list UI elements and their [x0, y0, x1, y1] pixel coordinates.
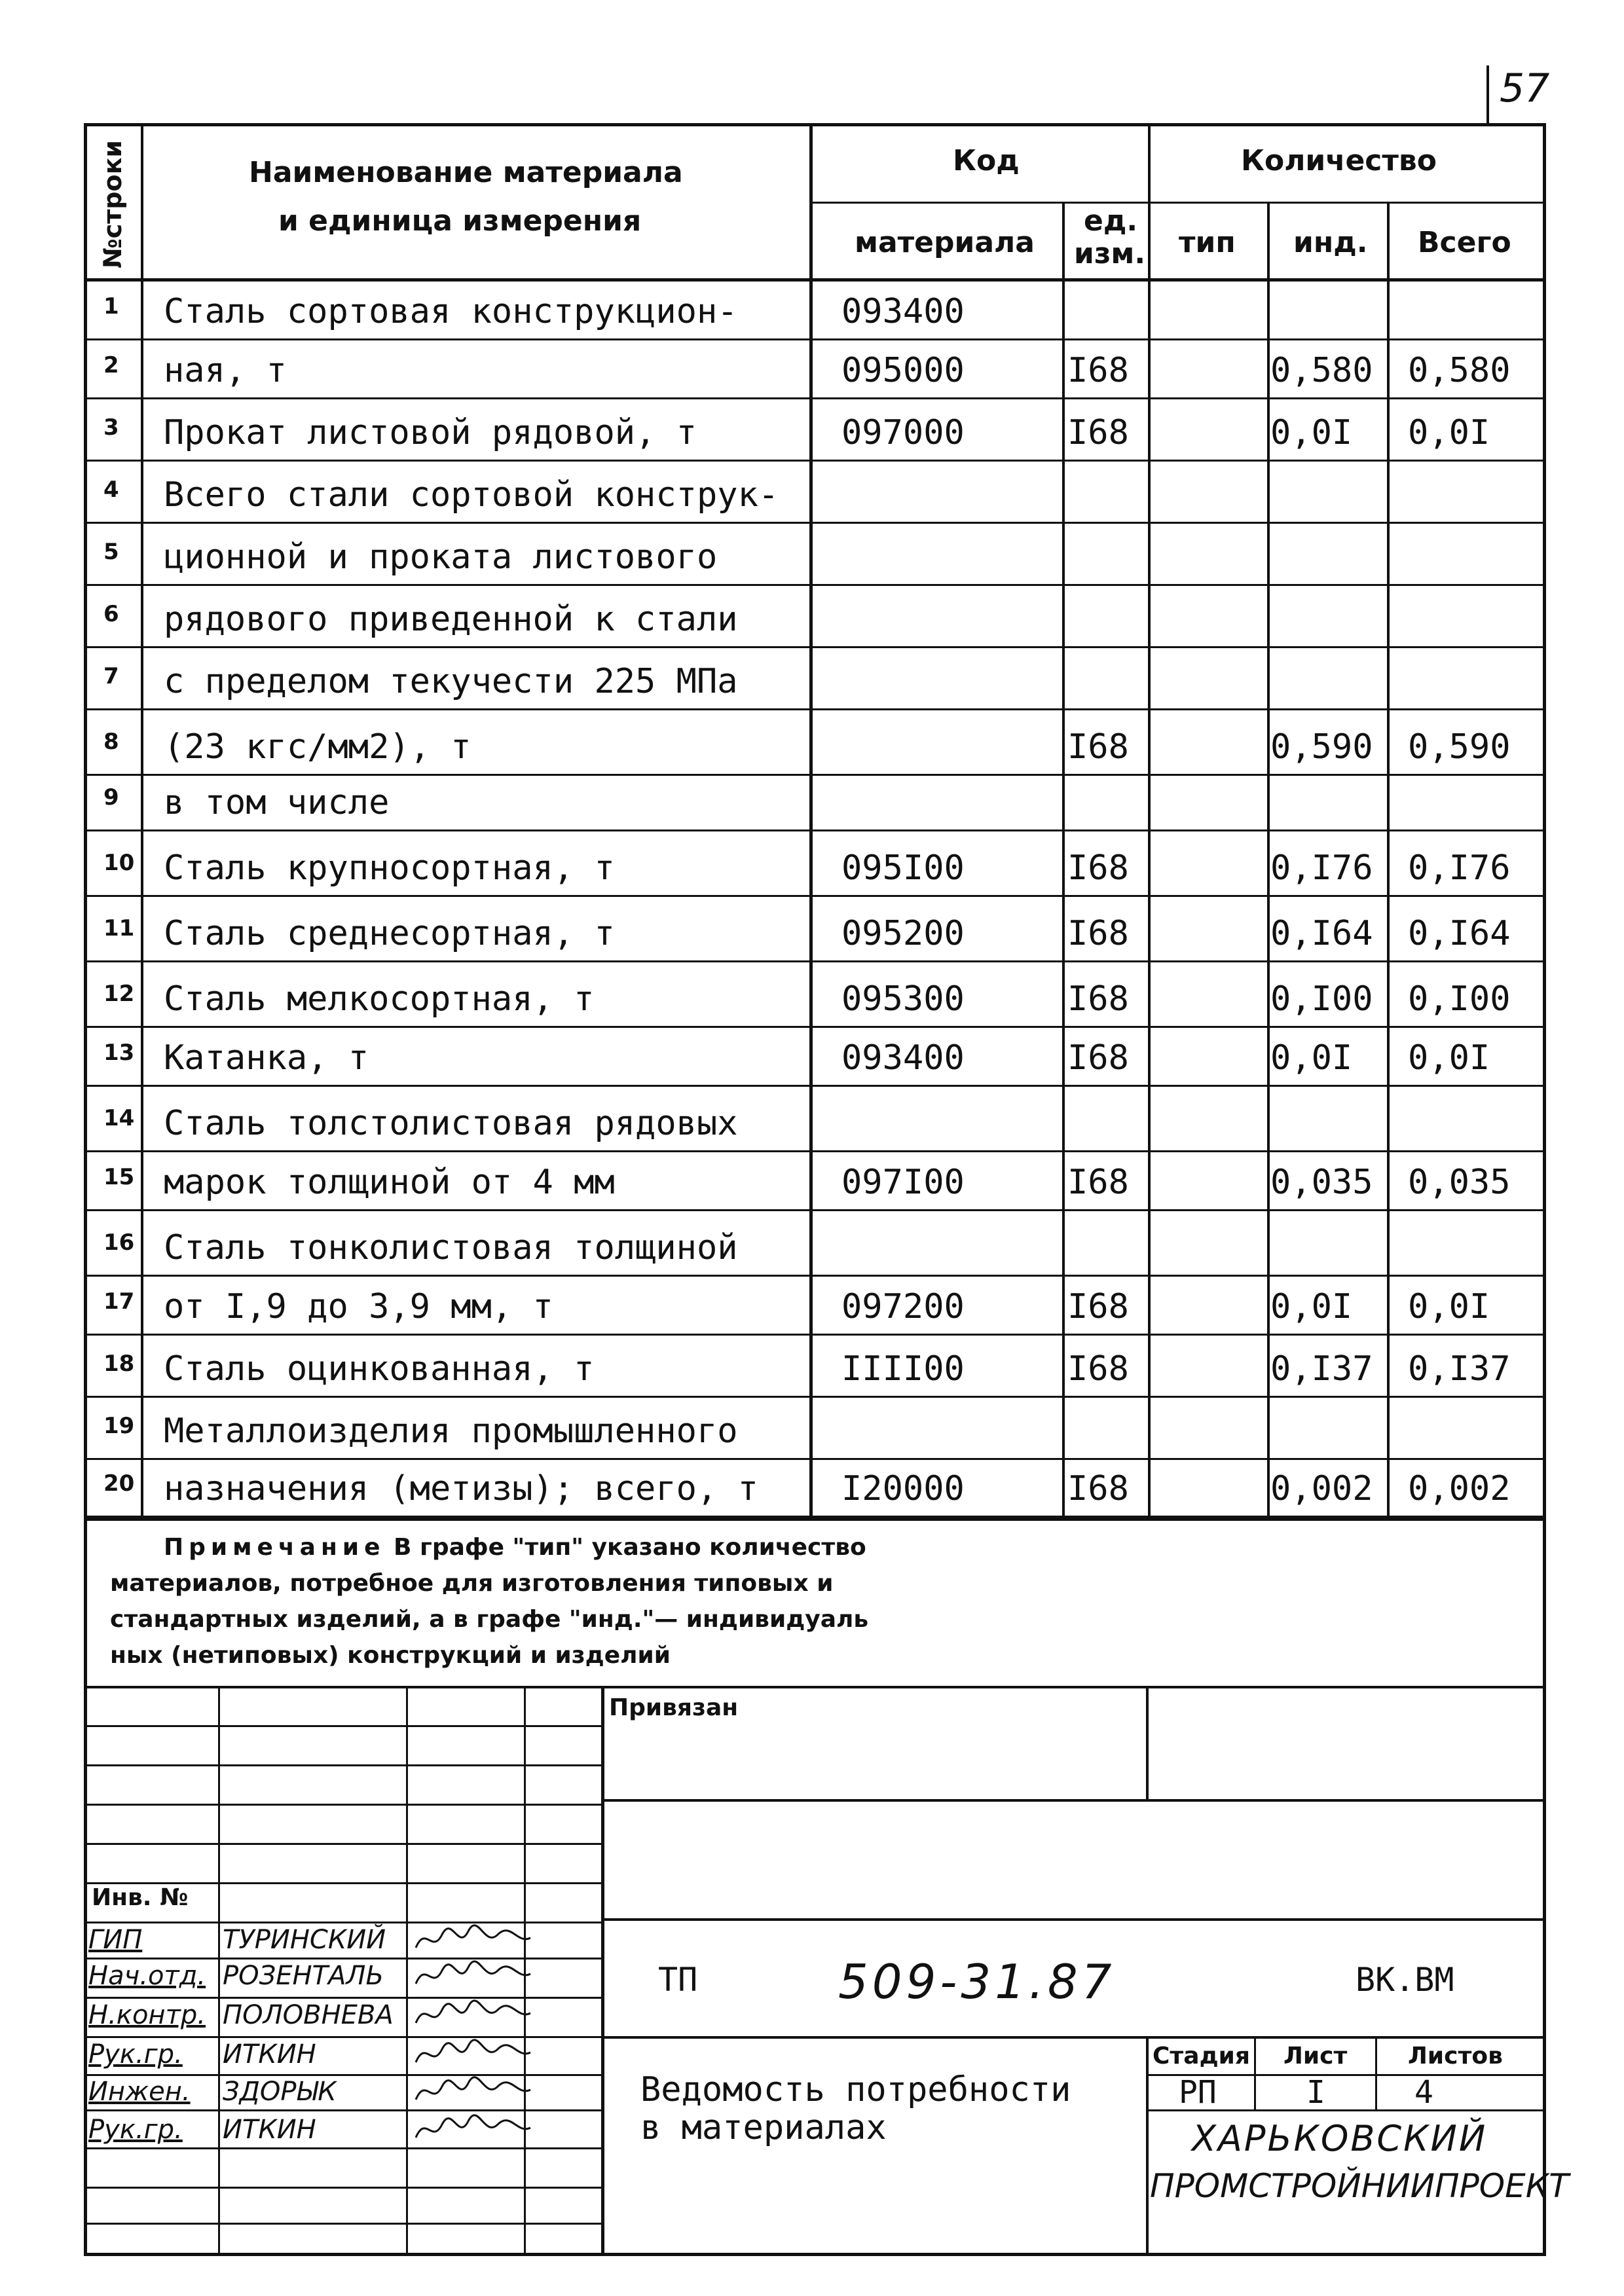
- unit-code: I68: [1067, 1469, 1129, 1508]
- table-row-line: [84, 1275, 1545, 1277]
- col-line-rowno: [141, 123, 143, 1520]
- row-number: 11: [103, 915, 135, 941]
- material-name: от I,9 до 3,9 мм, т: [164, 1287, 553, 1326]
- signature-scribble: [413, 1997, 537, 2033]
- qty-total: 0,035: [1408, 1163, 1511, 1202]
- unit-code: I68: [1067, 1163, 1129, 1202]
- row-number: 18: [103, 1351, 135, 1377]
- project-code: 509-31.87: [838, 1954, 1116, 2009]
- staff-role: Н.контр.: [88, 2000, 206, 2030]
- frame-right: [1543, 123, 1546, 2256]
- table-row-line: [84, 1026, 1545, 1028]
- qty-ind: 0,590: [1270, 727, 1373, 767]
- table-bottom-line: [84, 1518, 1545, 1521]
- staff-name: ИТКИН: [223, 2039, 316, 2069]
- signature-scribble: [413, 2111, 537, 2147]
- unit-code: I68: [1067, 413, 1129, 452]
- material-code: 097I00: [841, 1163, 965, 1202]
- frame-left: [84, 123, 87, 2256]
- qty-ind: 0,I00: [1270, 979, 1373, 1019]
- header-row-no: №строки: [98, 140, 127, 268]
- material-name: Сталь крупносортная, т: [164, 848, 615, 888]
- row-number: 1: [103, 293, 119, 319]
- material-name: назначения (метизы); всего, т: [164, 1469, 758, 1508]
- qty-ind: 0,I76: [1270, 848, 1373, 888]
- material-name: ная, т: [164, 351, 287, 390]
- qty-total: 0,0I: [1408, 413, 1490, 452]
- qty-total: 0,I37: [1408, 1349, 1511, 1389]
- tb-title-top: [602, 2036, 1543, 2039]
- tb-org-split: [1146, 2036, 1149, 2255]
- signature-scribble: [413, 1922, 537, 1958]
- table-row-line: [84, 708, 1545, 710]
- qty-total: 0,0I: [1408, 1038, 1490, 1078]
- material-name: Сталь мелкосортная, т: [164, 979, 595, 1019]
- header-material: материала: [855, 226, 1035, 259]
- row-number: 7: [103, 663, 119, 689]
- qty-ind: 0,035: [1270, 1163, 1373, 1202]
- unit-code: I68: [1067, 351, 1129, 390]
- staff-name: ЗДОРЫК: [223, 2077, 337, 2107]
- qty-ind: 0,I37: [1270, 1349, 1373, 1389]
- qty-total: 0,I00: [1408, 979, 1511, 1019]
- qty-ind: 0,0I: [1270, 1287, 1353, 1326]
- doc-title-line2: в материалах: [640, 2108, 887, 2147]
- table-row-line: [84, 584, 1545, 586]
- header-ind: инд.: [1293, 226, 1368, 259]
- table-row-line: [84, 1396, 1545, 1398]
- row-number: 16: [103, 1230, 135, 1256]
- sig-col1: [218, 1686, 220, 2255]
- doc-title-line1: Ведомость потребности: [640, 2070, 1071, 2109]
- qty-total: 0,590: [1408, 727, 1511, 767]
- unit-code: I68: [1067, 1287, 1129, 1326]
- material-name: в том числе: [164, 783, 390, 822]
- signature-scribble: [413, 2036, 537, 2072]
- unit-code: I68: [1067, 848, 1129, 888]
- material-name: Всего стали сортовой конструк-: [164, 475, 779, 515]
- row-number: 19: [103, 1413, 135, 1439]
- staff-role: Нач.отд.: [88, 1961, 206, 1991]
- staff-role: Рук.гр.: [88, 2039, 183, 2069]
- staff-role: Рук.гр.: [88, 2115, 183, 2145]
- signature-scribble: [413, 2073, 537, 2109]
- row-number: 14: [103, 1105, 135, 1131]
- material-name: Сталь толстолистовая рядовых: [164, 1104, 738, 1143]
- stage-label: Стадия: [1153, 2043, 1250, 2069]
- table-row-line: [84, 460, 1545, 462]
- material-code: IIII00: [841, 1349, 965, 1389]
- sheet-label: Лист: [1283, 2043, 1348, 2069]
- row-number: 12: [103, 981, 135, 1007]
- note-text: В графе "тип" указано количество: [394, 1534, 866, 1561]
- qty-ind: 0,0I: [1270, 413, 1353, 452]
- qty-total: 0,580: [1408, 351, 1511, 390]
- table-row-line: [84, 397, 1545, 399]
- material-name: ционной и проката листового: [164, 538, 718, 577]
- staff-name: ИТКИН: [223, 2115, 316, 2145]
- header-unit-line2: изм.: [1074, 237, 1146, 270]
- material-name: Сталь среднесортная, т: [164, 914, 615, 953]
- tp-label: ТП: [658, 1961, 698, 1999]
- qty-total: 0,I76: [1408, 848, 1511, 888]
- row-number: 9: [103, 784, 119, 811]
- table-row-line: [84, 1150, 1545, 1152]
- unit-code: I68: [1067, 727, 1129, 767]
- table-row-line: [84, 895, 1545, 897]
- tb-privyazan-bottom: [602, 1799, 1543, 1802]
- note-line1: [164, 1534, 866, 1561]
- org-line2: ПРОМСТРОЙНИИПРОЕКТ: [1150, 2167, 1569, 2205]
- header-code: Код: [953, 144, 1020, 177]
- material-name: Металлоизделия промышленного: [164, 1412, 738, 1451]
- privyazan-label: Привязан: [609, 1694, 739, 1721]
- material-name: Сталь оцинкованная, т: [164, 1349, 595, 1389]
- unit-code: I68: [1067, 914, 1129, 953]
- material-code: 093400: [841, 1038, 965, 1078]
- staff-name: ТУРИНСКИЙ: [223, 1925, 386, 1955]
- col-line-unit: [1062, 202, 1065, 1520]
- material-name: марок толщиной от 4 мм: [164, 1163, 615, 1202]
- stage-value: РП: [1179, 2074, 1217, 2111]
- row-number: 6: [103, 601, 119, 627]
- frame-bottom: [84, 2253, 1545, 2256]
- material-code: 095300: [841, 979, 965, 1019]
- tb-main-top: [602, 1918, 1543, 1921]
- row-number: 17: [103, 1288, 135, 1315]
- col-line-typ: [1267, 202, 1270, 1520]
- row-number: 4: [103, 477, 119, 503]
- header-quantity: Количество: [1241, 144, 1437, 177]
- frame-top: [84, 123, 1545, 126]
- material-name: с пределом текучести 225 МПа: [164, 662, 738, 701]
- material-code: 093400: [841, 292, 965, 331]
- col-line-code: [809, 123, 813, 1520]
- staff-role: ГИП: [88, 1925, 143, 1955]
- row-number: 15: [103, 1164, 135, 1190]
- table-row-line: [84, 646, 1545, 648]
- material-code: I20000: [841, 1469, 965, 1508]
- unit-code: I68: [1067, 979, 1129, 1019]
- staff-name: РОЗЕНТАЛЬ: [223, 1961, 384, 1991]
- header-total: Всего: [1418, 226, 1511, 259]
- qty-ind: 0,I64: [1270, 914, 1373, 953]
- row-number: 20: [103, 1470, 135, 1497]
- note-line2: материалов, потребное для изготовления типовых и: [110, 1570, 834, 1597]
- tb-stage-col2: [1375, 2036, 1377, 2111]
- table-row-line: [84, 1334, 1545, 1336]
- row-number: 8: [103, 729, 119, 755]
- qty-total: 0,I64: [1408, 914, 1511, 953]
- header-name-line2: и единица измерения: [278, 204, 642, 238]
- table-row-line: [84, 829, 1545, 831]
- table-row-line: [84, 1209, 1545, 1211]
- staff-role: Инжен.: [88, 2077, 191, 2107]
- material-code: 095200: [841, 914, 965, 953]
- col-line-ind: [1387, 202, 1390, 1520]
- qty-ind: 0,0I: [1270, 1038, 1353, 1078]
- material-code: 097200: [841, 1287, 965, 1326]
- sig-col3: [524, 1686, 526, 2255]
- material-name: (23 кгс/мм2), т: [164, 727, 471, 767]
- note-line4: ных (нетиповых) конструкций и изделий: [110, 1642, 671, 1669]
- tb-privyazan-split: [1146, 1686, 1149, 1800]
- sheet-value: I: [1306, 2074, 1325, 2111]
- material-name: Катанка, т: [164, 1038, 369, 1078]
- table-row-line: [84, 774, 1545, 776]
- tb-stage-col1: [1254, 2036, 1256, 2111]
- sheet-number-separator: [1486, 65, 1489, 124]
- note-line3: стандартных изделий, а в графе "инд."— индивидуаль: [110, 1606, 869, 1633]
- header-name-line1: Наименование материала: [249, 156, 683, 189]
- material-name: Прокат листовой рядовой, т: [164, 413, 697, 452]
- table-row-line: [84, 960, 1545, 962]
- qty-total: 0,0I: [1408, 1287, 1490, 1326]
- row-number: 5: [103, 539, 119, 565]
- table-row-line: [84, 338, 1545, 340]
- header-typ: тип: [1179, 226, 1236, 259]
- header-line-subcols: [809, 202, 1543, 204]
- row-number: 2: [103, 352, 119, 378]
- table-row-line: [84, 522, 1545, 524]
- row-number: 10: [103, 850, 135, 876]
- qty-ind: 0,002: [1270, 1469, 1373, 1508]
- unit-code: I68: [1067, 1349, 1129, 1389]
- sheets-label: Листов: [1408, 2043, 1503, 2069]
- org-line1: ХАРЬКОВСКИЙ: [1192, 2118, 1488, 2159]
- material-name: рядового приведенной к стали: [164, 600, 738, 639]
- qty-total: 0,002: [1408, 1469, 1511, 1508]
- qty-ind: 0,580: [1270, 351, 1373, 390]
- staff-name: ПОЛОВНЕВА: [223, 2000, 394, 2030]
- sheets-value: 4: [1414, 2074, 1433, 2111]
- table-row-line: [84, 1458, 1545, 1460]
- table-row-line: [84, 1085, 1545, 1087]
- material-code: 095I00: [841, 848, 965, 888]
- tb-top-line: [84, 1686, 1545, 1688]
- material-code: 095000: [841, 351, 965, 390]
- material-name: Сталь сортовая конструкцион-: [164, 292, 738, 331]
- material-code: 097000: [841, 413, 965, 452]
- doc-code: ВК.ВМ: [1356, 1961, 1454, 1999]
- row-number: 3: [103, 414, 119, 441]
- signature-scribble: [413, 1958, 537, 1994]
- sheet-number: 57: [1500, 65, 1550, 111]
- tb-left-col-edge: [601, 1686, 604, 2255]
- inv-no-label: Инв. №: [92, 1884, 189, 1911]
- header-unit-line1: ед.: [1084, 204, 1138, 238]
- note-label: Примечание: [164, 1534, 386, 1561]
- col-line-qty: [1148, 123, 1151, 1520]
- sig-col2: [406, 1686, 408, 2255]
- row-number: 13: [103, 1040, 135, 1066]
- header-bottom-line: [84, 278, 1545, 282]
- unit-code: I68: [1067, 1038, 1129, 1078]
- material-name: Сталь тонколистовая толщиной: [164, 1228, 738, 1267]
